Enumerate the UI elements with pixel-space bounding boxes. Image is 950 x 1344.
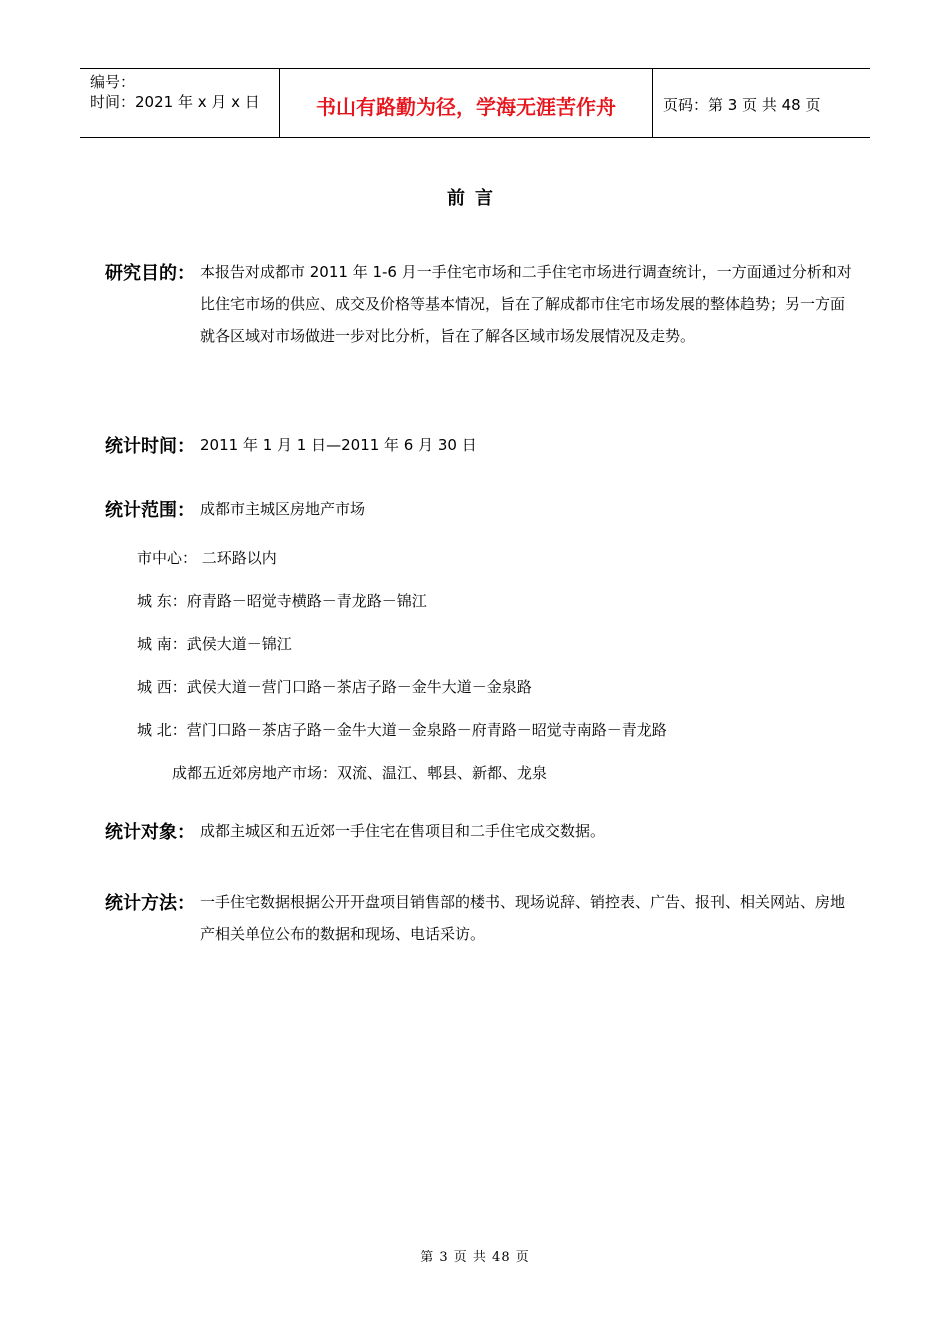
page-title: 前言 — [447, 188, 503, 209]
scope-item-west: 城 西：武侯大道－营门口路－茶店子路－金牛大道－金泉路 — [137, 678, 532, 696]
time-text: 2011 年 1 月 1 日—2011 年 6 月 30 日 — [200, 436, 477, 454]
object-text: 成都主城区和五近郊一手住宅在售项目和二手住宅成交数据。 — [200, 822, 606, 840]
header-slogan: 书山有路勤为径，学海无涯苦作舟 — [280, 69, 653, 137]
method-text: 一手住宅数据根据公开开盘项目销售部的楼书、现场说辞、销控表、广告、报刊、相关网站、房地产相关单位公布的数据和现场、电话采访。 — [200, 893, 846, 943]
scope-text: 成都市主城区房地产市场 — [200, 500, 366, 518]
header-info-cell — [80, 69, 280, 137]
number-label: 编号： — [90, 73, 136, 91]
page-header — [80, 68, 870, 138]
header-page-number: 页码：第 3 页 共 48 页 — [663, 95, 821, 114]
purpose-label: 研究目的： — [105, 263, 195, 284]
section-purpose — [105, 256, 855, 352]
scope-label: 统计范围： — [105, 500, 195, 521]
scope-item-east: 城 东：府青路－昭觉寺横路－青龙路－锦江 — [137, 592, 427, 610]
scope-item-south: 城 南：武侯大道－锦江 — [137, 635, 292, 653]
method-label: 统计方法： — [105, 893, 195, 914]
scope-suburb: 成都五近郊房地产市场：双流、温江、郫县、新都、龙泉 — [172, 764, 548, 782]
time-label: 时间：2021 年 x 月 x 日 — [90, 93, 260, 111]
scope-item-center: 市中心： 二环路以内 — [137, 549, 277, 567]
section-method — [105, 886, 855, 950]
purpose-text: 本报告对成都市 2011 年 1-6 月一手住宅市场和二手住宅市场进行调查统计，一方面通过分析和对比住宅市场的供应、成交及价格等基本情况，旨在了解成都市住宅市场发展的整体趋势；另一方面就各区域对市场做进一步对比分析，旨在了解各区域市场发展情况及走势。 — [200, 263, 852, 345]
time-label-section: 统计时间： — [105, 436, 195, 457]
object-label: 统计对象： — [105, 822, 195, 843]
page-footer: 第 3 页 共 48 页 — [420, 1250, 530, 1265]
scope-item-north: 城 北：营门口路－茶店子路－金牛大道－金泉路－府青路－昭觉寺南路－青龙路 — [137, 721, 667, 739]
